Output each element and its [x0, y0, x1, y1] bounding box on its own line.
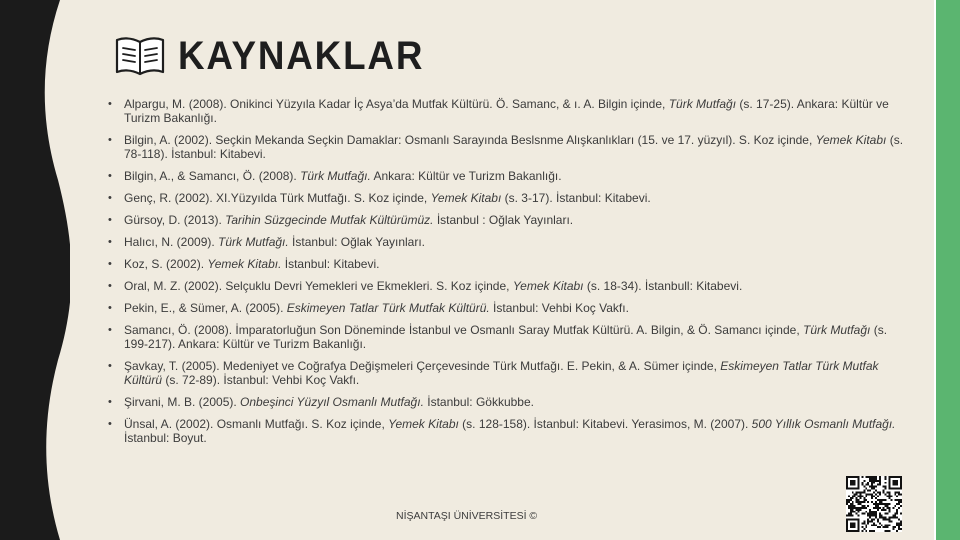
reference-text: Bilgin, A. (2002). Seçkin Mekanda Seçkin Damaklar: Osmanlı Sarayında Beslsnme Alışkanlıkları (15. ve 17. yüzyıl). S. Koz içinde, — [124, 133, 816, 147]
reference-text: Bilgin, A., & Samancı, Ö. (2008). — [124, 169, 301, 183]
reference-title-italic: Eskimeyen Tatlar Türk Mutfak Kültürü — [124, 359, 879, 387]
reference-title-italic: Eskimeyen Tatlar Türk Mutfak Kültürü. — [286, 301, 490, 315]
reference-title-italic: Yemek Kitabı — [388, 417, 459, 431]
reference-text: İstanbul: Vehbi Koç Vakfı. — [489, 301, 629, 315]
reference-text: İstanbul : Oğlak Yayınları. — [433, 213, 574, 227]
reference-item — [108, 213, 908, 227]
reference-item — [108, 359, 908, 387]
reference-text: (s. 3-17). İstanbul: Kitabevi. — [501, 191, 651, 205]
reference-title-italic: Türk Mutfağı — [668, 97, 737, 111]
reference-title-italic: Türk Mutfağı. — [218, 235, 289, 249]
reference-text: (s. 78-118). İstanbul: Kitabevi. — [124, 133, 904, 161]
page-title: KAYNAKLAR — [178, 34, 425, 78]
reference-text: (s. 72-89). İstanbul: Vehbi Koç Vakfı. — [162, 373, 360, 387]
right-decorative-band — [936, 0, 960, 540]
reference-text: İstanbul: Oğlak Yayınları. — [288, 235, 426, 249]
reference-item — [108, 191, 908, 205]
reference-title-italic: Yemek Kitabı — [815, 133, 887, 147]
reference-text: Halıcı, N. (2009). — [124, 235, 219, 249]
reference-title-italic: Yemek Kitabı — [512, 279, 584, 293]
reference-text: Genç, R. (2002). XI.Yüzyılda Türk Mutfağı. S. Koz içinde, — [124, 191, 431, 205]
reference-text: (s. 18-34). İstanbull: Kitabevi. — [583, 279, 743, 293]
footer-university: NİŞANTAŞI ÜNİVERSİTESİ © — [396, 510, 538, 522]
reference-list — [108, 97, 908, 453]
reference-item — [108, 97, 908, 125]
reference-title-italic: 500 Yıllık Osmanlı Mutfağı. — [751, 417, 896, 431]
open-book-icon — [114, 34, 166, 78]
reference-text: İstanbul: Kitabevi. — [281, 257, 380, 271]
reference-text: Ankara: Kültür ve Turizm Bakanlığı. — [370, 169, 562, 183]
reference-text: Alpargu, M. (2008). Onikinci Yüzyıla Kadar İç Asya’da Mutfak Kültürü. Ö. Samanc, & ı. A. Bilgin içinde, — [124, 97, 669, 111]
reference-text: (s. 199-217). Ankara: Kültür ve Turizm Bakanlığı. — [124, 323, 888, 351]
left-decorative-band — [0, 0, 70, 540]
reference-text: Oral, M. Z. (2002). Selçuklu Devri Yemekleri ve Ekmekleri. S. Koz içinde, — [124, 279, 513, 293]
reference-text: (s. 17-25). Ankara: Kültür ve Turizm Bakanlığı. — [124, 97, 889, 125]
reference-text: Koz, S. (2002). — [124, 257, 208, 271]
reference-item — [108, 169, 908, 183]
title-row — [114, 34, 446, 78]
reference-title-italic: Türk Mutfağı — [803, 323, 871, 337]
reference-text: Ünsal, A. (2002). Osmanlı Mutfağı. S. Koz içinde, — [124, 417, 389, 431]
reference-item — [108, 133, 908, 161]
reference-text: Şirvani, M. B. (2005). — [124, 395, 241, 409]
reference-item — [108, 323, 908, 351]
reference-item — [108, 417, 908, 445]
reference-title-italic: Türk Mutfağı. — [300, 169, 371, 183]
reference-text: (s. 128-158). İstanbul: Kitabevi. Yerasimos, M. (2007). — [458, 417, 752, 431]
reference-text: Samancı, Ö. (2008). İmparatorluğun Son Döneminde İstanbul ve Osmanlı Saray Mutfak Kültürü. A. Bilgin, & Ö. Samancı içinde, — [124, 323, 803, 337]
reference-item — [108, 395, 908, 409]
reference-item — [108, 235, 908, 249]
reference-title-italic: Tarihin Süzgecinde Mutfak Kültürümüz. — [225, 213, 434, 227]
reference-text: Şavkay, T. (2005). Medeniyet ve Coğrafya Değişmeleri Çerçevesinde Türk Mutfağı. E. Pekin, & A. Sümer içinde, — [124, 359, 721, 373]
reference-text: Gürsoy, D. (2013). — [124, 213, 226, 227]
reference-title-italic: Yemek Kitabı. — [207, 257, 282, 271]
reference-item — [108, 257, 908, 271]
qr-code[interactable] — [846, 476, 902, 532]
reference-item — [108, 301, 908, 315]
reference-item — [108, 279, 908, 293]
reference-title-italic: Yemek Kitabı — [430, 191, 502, 205]
reference-text: İstanbul: Boyut. — [124, 431, 207, 445]
reference-title-italic: Onbeşinci Yüzyıl Osmanlı Mutfağı. — [240, 395, 424, 409]
reference-text: İstanbul: Gökkubbe. — [423, 395, 534, 409]
reference-text: Pekin, E., & Sümer, A. (2005). — [124, 301, 287, 315]
